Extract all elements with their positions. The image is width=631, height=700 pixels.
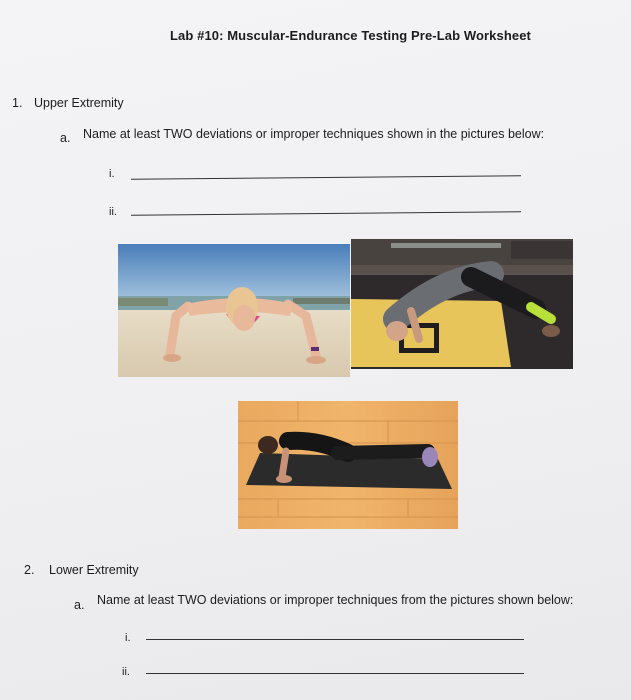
pushup-beach-photo: [118, 244, 350, 377]
page-title: Lab #10: Muscular-Endurance Testing Pre-Lab Worksheet: [170, 28, 531, 43]
section-1-question-letter: a.: [60, 131, 71, 145]
section-1-answer-ii-label: ii.: [109, 206, 117, 218]
section-2-answer-i-label: i.: [125, 632, 131, 644]
section-1-question: Name at least TWO deviations or improper techniques shown in the pictures below:: [83, 127, 545, 141]
section-2-number: 2.: [24, 563, 35, 577]
section-2-question: Name at least TWO deviations or improper techniques from the pictures shown below:: [97, 593, 574, 607]
section-1-number: 1.: [12, 96, 23, 110]
section-2-question-letter: a.: [74, 598, 85, 612]
section-1-heading: Upper Extremity: [34, 96, 124, 110]
section-1-answer-ii-line[interactable]: [131, 211, 521, 215]
section-1-answer-i-line[interactable]: [131, 175, 521, 179]
section-2-heading: Lower Extremity: [49, 563, 139, 577]
pushup-gym-photo: [351, 239, 573, 369]
pushup-floor-photo: [238, 401, 458, 529]
section-2-answer-i-line[interactable]: [146, 639, 524, 640]
section-2-answer-ii-line[interactable]: [146, 673, 524, 674]
section-1-answer-i-label: i.: [109, 168, 115, 180]
section-2-answer-ii-label: ii.: [122, 666, 130, 678]
